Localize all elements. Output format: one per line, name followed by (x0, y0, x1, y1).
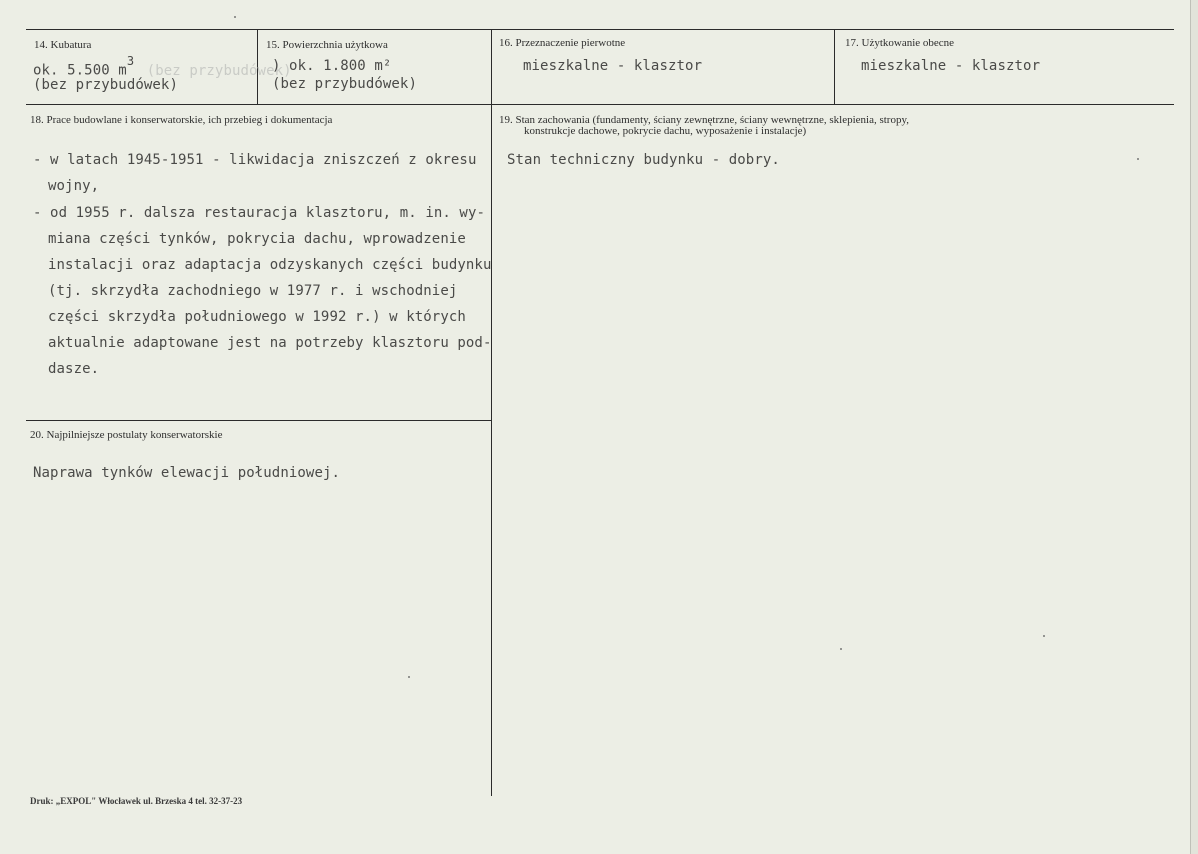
printer-imprint: Druk: „EXPOL" Włocławek ul. Brzeska 4 tel. 32-37-23 (30, 796, 243, 806)
field-20-top-rule (26, 420, 492, 421)
paper-speck (1043, 635, 1045, 637)
field-18-line-3: - od 1955 r. dalsza restauracja klasztoru, m. in. wy- (33, 205, 486, 221)
field-18-line-1: - w latach 1945-1951 - likwidacja zniszczeń z okresu (33, 152, 477, 168)
field-18-line-9: dasze. (48, 361, 100, 377)
divider-16-17 (834, 30, 835, 104)
paper-speck (408, 676, 410, 678)
field-14-value-line2: (bez przybudówek) (33, 77, 178, 93)
field-18-line-4: miana części tynków, pokrycia dachu, wprowadzenie (48, 231, 466, 247)
field-14-crossed-note: (bez przybudówek) (146, 62, 292, 79)
field-15-label: 15. Powierzchnia użytkowa (266, 39, 388, 51)
top-rule (26, 29, 1174, 30)
field-18-line-2: wojny, (48, 178, 100, 194)
field-18-line-8: aktualnie adaptowane jest na potrzeby klasztoru pod- (48, 335, 492, 351)
paper-speck (840, 648, 842, 650)
field-14-value-line1 (33, 54, 292, 79)
field-20-label: 20. Najpilniejsze postulaty konserwatorskie (30, 429, 223, 441)
paper-speck (1137, 158, 1139, 160)
field-18-line-5: instalacji oraz adaptacja odzyskanych części budynku (48, 257, 492, 273)
field-19-label-line1: 19. Stan zachowania (fundamenty, ściany zewnętrzne, ściany wewnętrzne, sklepienia, stropy, (499, 114, 910, 126)
field-19-label-line2: konstrukcje dachowe, pokrycie dachu, wyposażenie i instalacje) (524, 125, 807, 137)
field-20-value: Naprawa tynków elewacji południowej. (33, 465, 341, 481)
field-18-line-7: części skrzydła południowego w 1992 r.) w których (48, 309, 466, 325)
divider-15-16 (491, 30, 492, 796)
card-edge (1190, 0, 1198, 854)
row1-bottom-rule (26, 104, 1174, 105)
field-18-line-6: (tj. skrzydła zachodniego w 1977 r. i wschodniej (48, 283, 458, 299)
field-14-volume: ok. 5.500 m (33, 62, 127, 79)
field-18-label: 18. Prace budowlane i konserwatorskie, ich przebieg i dokumentacja (30, 114, 333, 126)
field-14-label: 14. Kubatura (34, 39, 92, 51)
field-19-value: Stan techniczny budynku - dobry. (507, 152, 780, 168)
paper-speck (234, 16, 236, 18)
field-15-value-line1: ) ok. 1.800 m² (272, 58, 392, 74)
field-17-label: 17. Użytkowanie obecne (845, 37, 955, 49)
field-15-value-line2: (bez przybudówek) (272, 76, 417, 92)
field-17-value: mieszkalne - klasztor (861, 58, 1041, 74)
field-16-value: mieszkalne - klasztor (523, 58, 703, 74)
field-14-volume-exponent: 3 (126, 54, 135, 68)
field-16-label: 16. Przeznaczenie pierwotne (499, 37, 626, 49)
